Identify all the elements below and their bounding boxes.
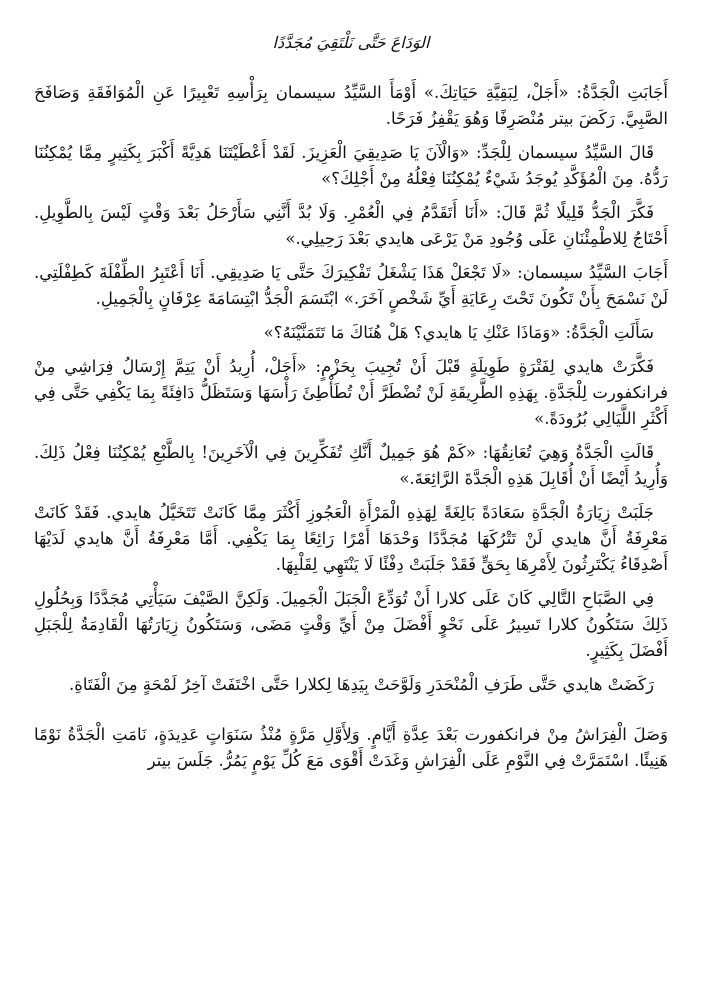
paragraph: رَكَضَتْ هايدي حَتَّى طَرَفِ الْمُنْحَدَرِ وَلَوَّحَتْ بِيَدِهَا لِكلارا حَتَّى اخْتَفَتْ آخِرُ لَمْحَةٍ مِنَ الْفَتَاةِ. <box>69 675 654 694</box>
body-text <box>34 80 668 782</box>
paragraph: سَأَلَتِ الْجَدَّةُ: «وَمَاذَا عَنْكِ يَا هايدي؟ هَلْ هُنَاكَ مَا تَتَمَنَّيْنَهُ؟» <box>263 323 654 342</box>
paragraph: أَجَابَ السَّيِّدُ سيسمان: «لَا تَجْعَلْ هَذَا يَشْغَلُ تَفْكِيرَكَ حَتَّى يَا صَدِيقِي. أَنَا أَعْتَبِرُ الطِّفْلَةَ كَطِفْلَتِي. لَنْ نَسْمَحَ بِأَنْ تَكُونَ تَحْتَ رِعَايَةِ أَيِّ شَخْصٍ آخَرَ.» ابْتَسَمَ الْجَدُّ ابْتِسَامَةَ عِرْفَانٍ بِالْجَمِيلِ. <box>34 263 668 308</box>
paragraph: وَصَلَ الْفِرَاشُ مِنْ فرانكفورت بَعْدَ عِدَّةِ أَيَّامٍ. وَلِأَوَّلِ مَرَّةٍ مُنْذُ سَنَوَاتٍ عَدِيدَةٍ، نَامَتِ الْجَدَّةُ نَوْمًا هَنِيئًا. اسْتَمَرَّتْ فِي النَّوْمِ عَلَى الْفِرَاشِ وَغَدَتْ أَقْوَى مَعَ كُلِّ يَوْمٍ يَمُرُّ. جَلَسَ بيتر <box>34 725 668 770</box>
paragraph: فَكَّرَتْ هايدي لِفَتْرَةٍ طَوِيلَةٍ قَبْلَ أَنْ تُجِيبَ بِحَزْمٍ: «أَجَلْ، أُرِيدُ أَنْ يَتِمَّ إِرْسَالُ فِرَاشِي مِنْ فرانكفورت لِلْجَدَّةِ. بِهَذِهِ الطَّرِيقَةِ لَنْ تُضْطَرَّ أَنْ تُطَأْطِئَ رَأْسَهَا وَسَتَظَلُّ دَافِئَةً بِمَا يَكْفِي حَتَّى فِي أَكْثَرِ اللَّيَالِي بُرُودَةً.» <box>34 357 668 428</box>
paragraph: قَالَ السَّيِّدُ سيسمان لِلْجَدِّ: «وَالْآنَ يَا صَدِيقِيَ الْعَزِيزَ. لَقَدْ أَعْطَيْتَنَا هَدِيَّةً أَكْبَرَ بِكَثِيرٍ مِمَّا يُمْكِنُنَا رَدُّهُ. مِنَ الْمُؤَكَّدِ يُوجَدُ شَيْءٌ يُمْكِنُنَا فِعْلُهُ مِنْ أَجْلِكَ؟» <box>34 143 668 188</box>
paragraph: فَكَّرَ الْجَدُّ قَلِيلًا ثُمَّ قَالَ: «أَنَا أَتَقَدَّمُ فِي الْعُمْرِ. وَلَا بُدَّ أَنَّنِي سَأَرْحَلُ بَعْدَ وَقْتٍ لَيْسَ بِالطَّوِيلِ. أَحْتَاجُ لِلاطْمِئْنَانِ عَلَى وُجُودِ مَنْ يَرْعَى هايدي بَعْدَ رَحِيلِي.» <box>34 203 668 248</box>
page-title: الوَدَاعَ حَتَّى نَلْتَقِيَ مُجَدَّدًا <box>272 33 430 52</box>
paragraph: أَجَابَتِ الْجَدَّةُ: «أَجَلْ، لِبَقِيَّةِ حَيَاتِكَ.» أَوْمَأَ السَّيِّدُ سيسمان بِرَأْسِهِ تَعْبِيرًا عَنِ الْمُوَافَقَةِ وَصَافَحَ الصَّبِيَّ. رَكَضَ بيتر مُنْصَرِفًا وَهُوَ يَقْفِزُ فَرَحًا. <box>34 83 668 128</box>
paragraph: فِي الصَّبَاحِ التَّالِي كَانَ عَلَى كلارا أَنْ تُوَدِّعَ الْجَبَلَ الْجَمِيلَ. وَلَكِنَّ الصَّيْفَ سَيَأْتِي مُجَدَّدًا وَبِحُلُولِ ذَلِكَ سَتَكُونُ كلارا تَسِيرُ عَلَى نَحْوٍ أَفْضَلَ مِنْ أَيِّ وَقْتٍ مَضَى، وَسَتَكُونُ زِيَارَتُهَا الْقَادِمَةُ لِلْجَبَلِ أَفْضَلَ بِكَثِيرٍ. <box>34 589 668 660</box>
paragraph: قَالَتِ الْجَدَّةُ وَهِيَ تُعَانِقُهَا: «كَمْ هُوَ جَمِيلٌ أَنَّكِ تُفَكِّرِينَ فِي الْآخَرِينَ! بِالطَّبْعِ يُمْكِنُنَا فِعْلُ ذَلِكَ. وَأُرِيدُ أَيْضًا أَنْ أُقَابِلَ هَذِهِ الْجَدَّةَ الرَّائِعَةَ.» <box>34 443 668 488</box>
paragraph: جَلَبَتْ زِيَارَةُ الْجَدَّةِ سَعَادَةً بَالِغَةً لِهَذِهِ الْمَرْأَةِ الْعَجُوزِ أَكْثَرَ مِمَّا كَانَتْ تَتَخَيَّلُ هايدي. فَقَدْ كَانَتْ مَعْرِفَةُ أَنَّ هايدي لَنْ تَتْرُكَهَا مُجَدَّدًا وَحْدَهَا أَمْرًا رَائِعًا بِمَا يَكْفِي. أَمَّا مَعْرِفَةُ أَنَّ هايدي لَدَيْهَا أَصْدِقَاءُ يَكْتَرِثُونَ لِأَمْرِهَا بِحَقٍّ فَقَدْ جَلَبَتْ دِفْئًا لَا يَنْتَهِي لِقَلْبِهَا. <box>34 503 668 574</box>
